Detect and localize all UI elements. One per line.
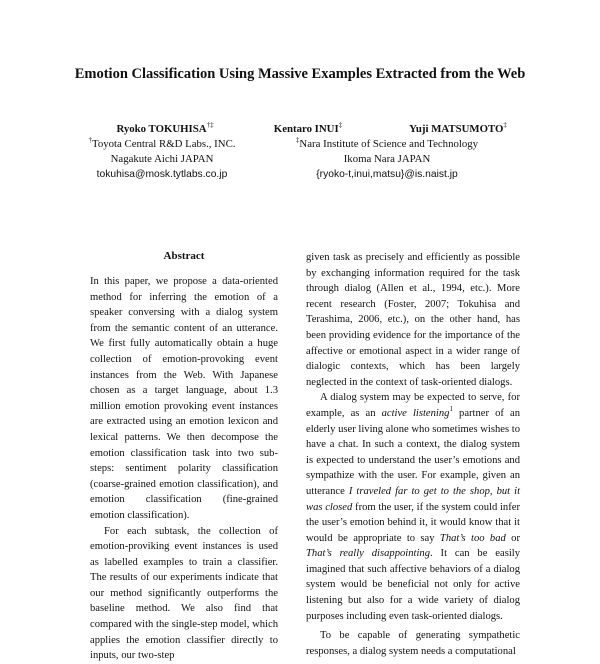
author-3-name: Yuji MATSUMOTO — [409, 123, 504, 135]
abstract-heading: Abstract — [163, 250, 205, 262]
affiliation-right-place: Ikoma Nara JAPAN — [343, 153, 431, 165]
author-3-marks: ‡ — [503, 121, 507, 129]
p2-active-listening: active listening — [381, 407, 450, 419]
affiliation-right — [262, 137, 512, 182]
author-1 — [70, 122, 260, 137]
abstract-paragraph-2: For each subtask, the collection of emotion-proviking event instances is used as labelled examples to train a classifier. The results of our experiments indicate that our method significantly outperforms the baseline method. We also find that compared with the single-step model, which applies the emotion classifier directly to inputs, our two-step — [90, 525, 278, 662]
p2-text-b: partner of an elderly user living alone who sometimes wishes to have a chat. In such a context, the dialog system is expected to understand the user’s emotions and sympathize with the user. For example, given an utterance — [306, 407, 520, 497]
intro-paragraph-3: To be capable of generating sympathetic responses, a dialog system needs a computational — [306, 630, 520, 657]
footnote-mark: 1 — [449, 404, 453, 413]
affiliation-right-mark: ‡ — [295, 136, 300, 144]
author-2 — [258, 122, 358, 137]
affiliation-left-mark: † — [88, 136, 92, 144]
intro-paragraph-2 — [306, 390, 520, 624]
abstract-paragraph-1: In this paper, we propose a data-oriented method for inferring the emotion of a speaker conversing with a dialog system from the semantic content of an utterance. We first fully automatically obtain a huge collection of emotion-provoking event instances from the Web. With Japanese chosen as a target language, about 1.3 million emotion provoking event instances are extracted using an emotion lexicon and lexical patterns. We then decompose the emotion classification task into two sub-steps: sentiment polarity classification (coarse-grained emotion classification), and emotion classification (fine-grained emotion classification). — [90, 276, 278, 521]
p2-quote: I traveled far to get to the shop, but it was closed — [306, 485, 521, 513]
affiliation-left-email: tokuhisa@mosk.tytlabs.co.jp — [96, 169, 228, 180]
p2-too-bad: That’s too bad — [439, 532, 506, 544]
affiliation-left-place: Nagakute Aichi JAPAN — [110, 153, 214, 165]
intro-paragraph-1: given task as precisely and efficiently as possible by exchanging information required for the task through dialog (Allen et al., 1994, etc.). More recent research (Foster, 2007; Tokuhisa and Terashima, 2006, etc.), on the other hand, has been providing evidence for the importance of the affective or emotional aspect in a wider range of dialogic contexts, which has been largely neglected in the context of task-oriented dialogs. — [306, 252, 520, 388]
author-1-marks: †‡ — [206, 121, 214, 129]
affiliation-right-org: Nara Institute of Science and Technology — [299, 138, 479, 150]
author-3 — [388, 122, 528, 137]
right-column — [306, 250, 520, 659]
p2-text-a: A dialog system may be expected to serve, for example, as an — [306, 392, 520, 419]
abstract-body — [90, 274, 278, 664]
p2-disappointing: That’s really disappointing — [306, 548, 431, 560]
paper-title: Emotion Classification Using Massive Examples Extracted from the Web — [74, 66, 526, 82]
p2-text-e: . It can be easily imagined that such affective behaviors of a dialog system would be beneficial not only for active listening but also for a wide variety of dialog purposes including even task-oriented dialogs. — [306, 548, 520, 622]
affiliation-left-org: Toyota Central R&D Labs., INC. — [92, 138, 236, 150]
author-1-name: Ryoko TOKUHISA — [116, 123, 207, 135]
affiliation-left — [62, 137, 262, 182]
author-2-name: Kentaro INUI — [273, 123, 339, 135]
affiliation-right-email: {ryoko-t,inui,matsu}@is.naist.jp — [316, 169, 458, 180]
author-2-marks: ‡ — [338, 121, 343, 129]
p2-text-d: or — [505, 532, 520, 544]
p2-text-c: from the user, if the system could infer the user’s emotion behind it, it would know that it would be appropriate to say — [306, 501, 520, 544]
